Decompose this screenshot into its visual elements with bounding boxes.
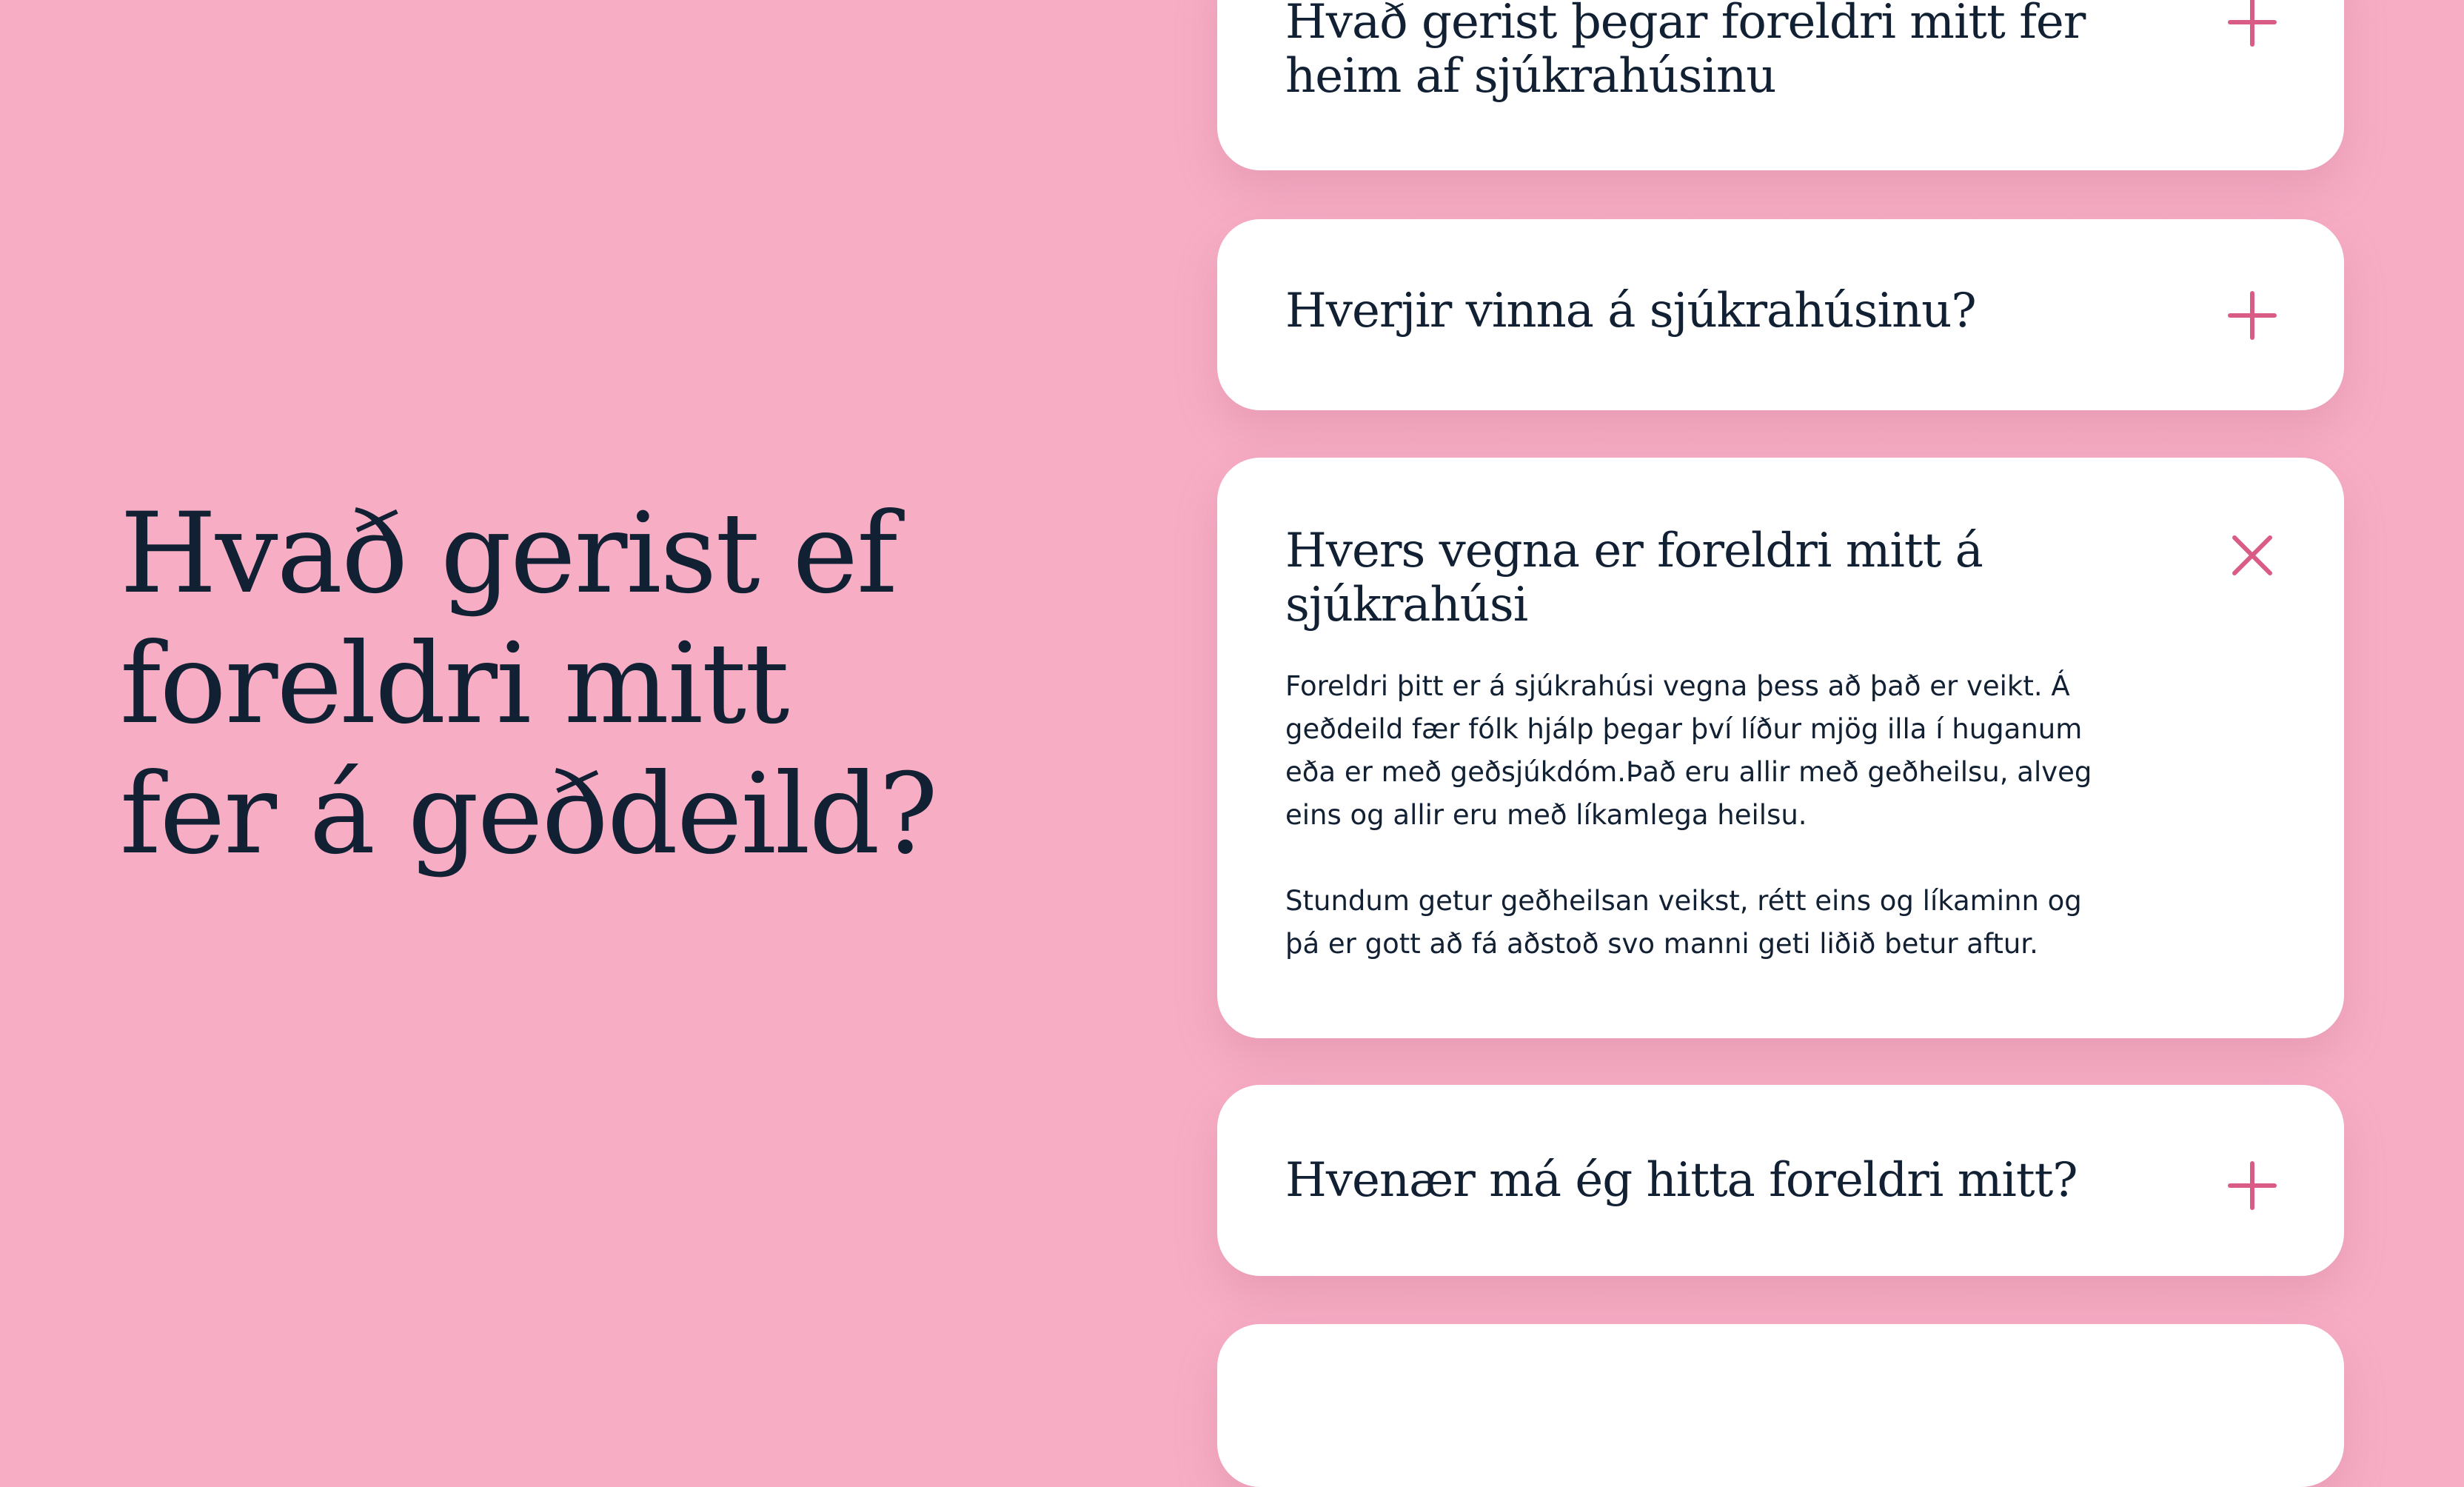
- faq-answer-paragraph: Stundum getur geðheilsan veikst, rétt eins og líkaminn og þá er gott að fá aðstoð svo manni geti liðið betur aftur.: [1285, 885, 2082, 960]
- plus-icon[interactable]: [2223, 0, 2282, 52]
- faq-item[interactable]: [1217, 1085, 2344, 1276]
- faq-question[interactable]: Hverjir vinna á sjúkrahúsinu?: [1285, 284, 1976, 338]
- close-icon[interactable]: [2223, 526, 2282, 585]
- faq-answer-paragraph: Foreldri þitt er á sjúkrahúsi vegna þess að það er veikt. Á geðdeild fær fólk hjálp þegar því líður mjög illa í huganum eða er með geðsjúkdóm.Það eru allir með geðheilsu, alveg eins og allir eru með líkamlega heilsu.: [1285, 670, 2092, 831]
- faq-item-expanded[interactable]: [1217, 458, 2344, 1038]
- plus-icon[interactable]: [2223, 1156, 2282, 1215]
- faq-question[interactable]: Hvers vegna er foreldri mitt á sjúkrahúsi: [1285, 524, 1983, 632]
- faq-accordion: [1217, 0, 2344, 1386]
- page-title: Hvað gerist ef foreldri mitt fer á geðdeild?: [120, 489, 937, 879]
- plus-icon[interactable]: [2223, 286, 2282, 345]
- faq-item[interactable]: [1217, 0, 2344, 170]
- faq-answer: [1285, 665, 2115, 966]
- faq-question[interactable]: Hvenær má ég hitta foreldri mitt?: [1285, 1153, 2078, 1208]
- faq-item[interactable]: [1217, 219, 2344, 410]
- faq-question[interactable]: Hvað gerist þegar foreldri mitt fer heim af sjúkrahúsinu: [1285, 0, 2086, 104]
- faq-item-partial[interactable]: [1217, 1324, 2344, 1487]
